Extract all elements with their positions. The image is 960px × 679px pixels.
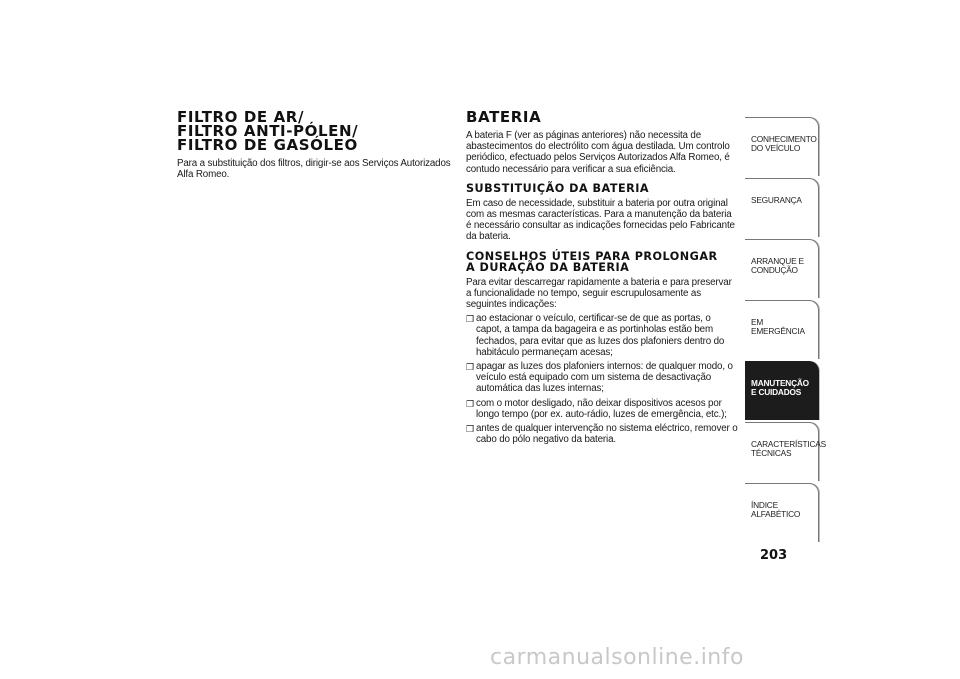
tab-em-emergencia[interactable] (745, 300, 819, 359)
battery-tips-body: Para evitar descarregar rapidamente a bateria e para preservar a funcionalidade no tempo, seguir escrupulosamente as seguintes indicações: (466, 276, 732, 311)
filters-heading (177, 110, 452, 152)
filters-heading-line-1: FILTRO DE AR/ (177, 108, 305, 126)
checkbox-bullet-icon: ❒ (466, 362, 474, 373)
filters-heading-line-3: FILTRO DE GASÓLEO (177, 136, 358, 154)
battery-tips-list (466, 313, 738, 445)
checkbox-bullet-icon: ❒ (466, 424, 474, 435)
section-tabs (745, 117, 826, 544)
filters-body: Para a substituição dos filtros, dirigir-se aos Serviços Autorizados Alfa Romeo. (177, 158, 451, 181)
tab-label: CONHECIMENTO DO VEÍCULO (751, 134, 817, 153)
page-number: 203 (760, 548, 788, 563)
battery-tips-heading (466, 251, 738, 273)
battery-replacement-heading (466, 183, 738, 194)
battery-tips-heading-line-2: A DURAÇÃO DA BATERIA (466, 260, 630, 274)
list-item-text: apagar as luzes dos plafoniers internos: de qualquer modo, o veículo está equipado com um sistema de desactivação automática das luzes internas; (476, 361, 733, 395)
list-item-text: com o motor desligado, não deixar dispositivos acesos por longo tempo (por ex. auto-rádio, luzes de emergência, etc.); (476, 397, 727, 420)
battery-heading: BATERIA (466, 108, 542, 126)
filters-heading-line-2: FILTRO ANTI-PÓLEN/ (177, 122, 359, 140)
list-item (466, 313, 738, 358)
battery-replacement-heading-text: SUBSTITUIÇÃO DA BATERIA (466, 181, 650, 195)
tab-label: ARRANQUE E CONDUÇÃO (751, 256, 804, 275)
tab-manutencao-e-cuidados[interactable] (745, 361, 819, 420)
checkbox-bullet-icon: ❒ (466, 398, 474, 409)
list-item (466, 398, 738, 420)
list-item-text: antes de qualquer intervenção no sistema eléctrico, remover o cabo do pólo negativo da bateria. (476, 423, 738, 446)
tab-label: ÍNDICE ALFABÉTICO (751, 500, 801, 519)
watermark: carmanualsonline.info (490, 645, 744, 670)
list-item (466, 361, 738, 395)
tab-label: EM EMERGÊNCIA (751, 317, 805, 336)
tab-indice-alfabetico[interactable] (745, 483, 819, 542)
tab-conhecimento-do-veiculo[interactable] (745, 117, 819, 176)
tab-label: SEGURANÇA (751, 195, 802, 205)
tab-label: CARACTERÍSTICAS TÉCNICAS (751, 439, 826, 458)
right-column (466, 110, 738, 448)
list-item (466, 423, 738, 445)
battery-replacement-body: Em caso de necessidade, substituir a bateria por outra original com as mesmas características. Para a manutenção da bateria é necessário consultar as indicações fornecidas pelo Fabricante da bateria. (466, 197, 735, 243)
list-item-text: ao estacionar o veículo, certificar-se de que as portas, o capot, a tampa da bagageira e as portinholas estão bem fechados, para evitar que as luzes dos plafoniers dentro do habitáculo permaneçam acesas; (476, 313, 725, 358)
tab-arranque-e-conducao[interactable] (745, 239, 819, 298)
tab-caracteristicas-tecnicas[interactable] (745, 422, 826, 481)
left-column (177, 110, 452, 180)
tab-seguranca[interactable] (745, 178, 819, 237)
tab-label: MANUTENÇÃO E CUIDADOS (751, 378, 809, 397)
battery-tips-heading-line-1: CONSELHOS ÚTEIS PARA PROLONGAR (466, 249, 718, 263)
battery-intro: A bateria F (ver as páginas anteriores) não necessita de abastecimentos do electrólito com água destilada. Um controlo periódico, efectuado pelos Serviços Autorizados Alfa Romeo, é contudo necessário para verificar a sua eficiência. (466, 130, 730, 175)
checkbox-bullet-icon: ❒ (466, 314, 474, 325)
